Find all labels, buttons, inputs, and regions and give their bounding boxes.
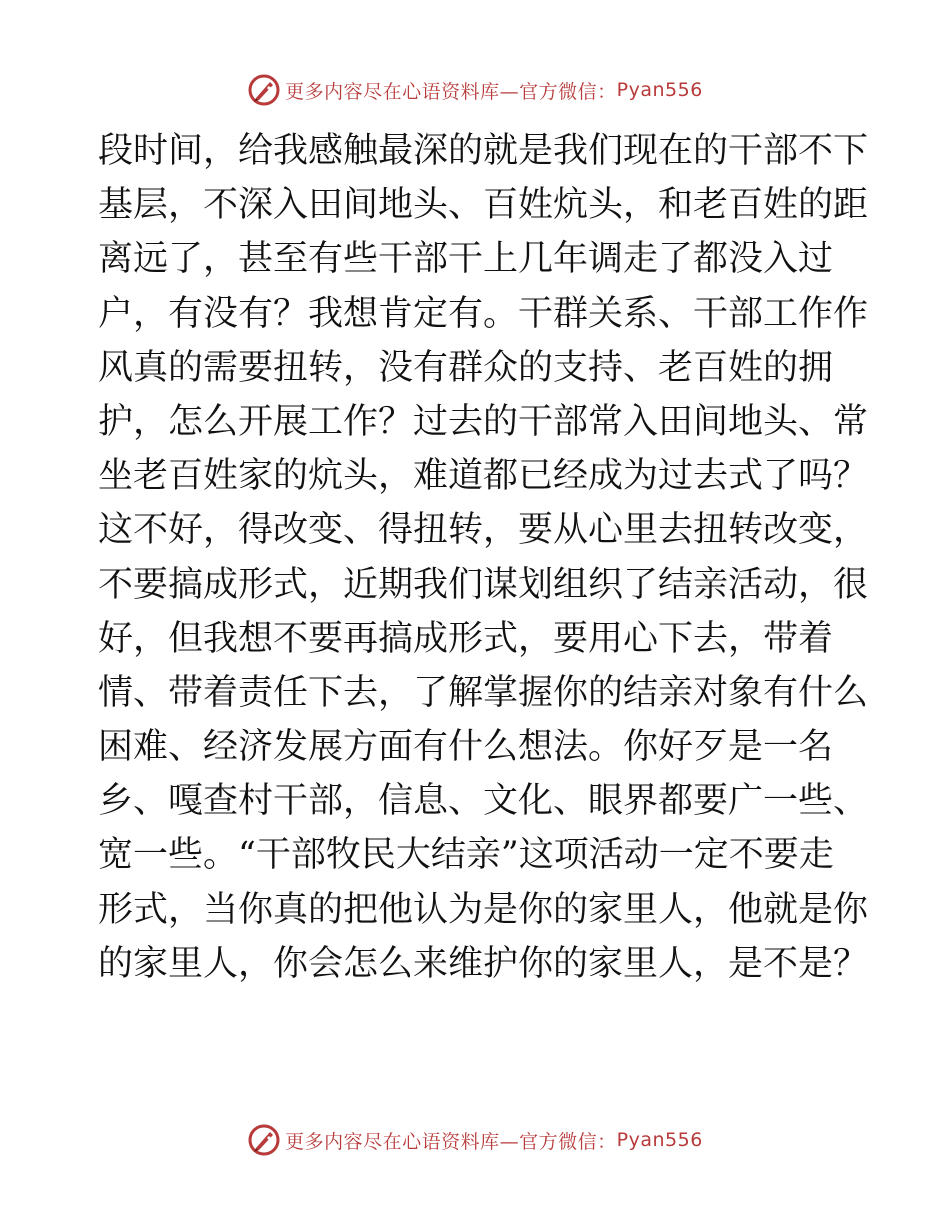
text-line: 情、带着责任下去，了解掌握你的结亲对象有什么: [98, 672, 869, 713]
text-line: 风真的需要扭转，没有群众的支持、老百姓的拥: [98, 347, 834, 388]
text-line: 不要搞成形式，近期我们谋划组织了结亲活动，很: [98, 564, 869, 605]
text-line: 形式，当你真的把他认为是你的家里人，他就是你: [98, 889, 869, 930]
pen-nib-logo-icon: [247, 1123, 281, 1157]
body-paragraph: [98, 124, 869, 991]
text-line: 宽一些。“干部牧民大结亲”这项活动一定不要走: [98, 835, 834, 876]
text-line: 离远了，甚至有些干部干上几年调走了都没入过: [98, 239, 834, 280]
footer-banner: [0, 1120, 950, 1160]
header-banner-wechat-id: Pyan556: [616, 79, 703, 101]
text-line: 好，但我想不要再搞成形式，要用心下去，带着: [98, 618, 834, 659]
footer-banner-wechat-id: Pyan556: [616, 1129, 703, 1151]
pen-nib-logo-icon: [247, 73, 281, 107]
text-line: 基层，不深入田间地头、百姓炕头，和老百姓的距: [98, 185, 869, 226]
header-banner: [0, 70, 950, 110]
text-line: 乡、嘎查村干部，信息、文化、眼界都要广一些、: [98, 781, 869, 822]
text-line: 的家里人，你会怎么来维护你的家里人，是不是？: [98, 943, 869, 984]
text-line: 段时间，给我感触最深的就是我们现在的干部不下: [98, 131, 869, 171]
text-line: 坐老百姓家的炕头，难道都已经成为过去式了吗？: [98, 456, 869, 497]
text-line: 护，怎么开展工作？过去的干部常入田间地头、常: [98, 401, 869, 442]
text-line: 户，有没有？我想肯定有。干群关系、干部工作作: [98, 293, 869, 334]
header-banner-text: 更多内容尽在心语资料库—官方微信：: [285, 80, 617, 103]
footer-banner-text: 更多内容尽在心语资料库—官方微信：: [285, 1130, 617, 1153]
text-line: 这不好，得改变、得扭转，要从心里去扭转改变，: [98, 510, 869, 551]
text-line: 困难、经济发展方面有什么想法。你好歹是一名: [98, 727, 834, 768]
